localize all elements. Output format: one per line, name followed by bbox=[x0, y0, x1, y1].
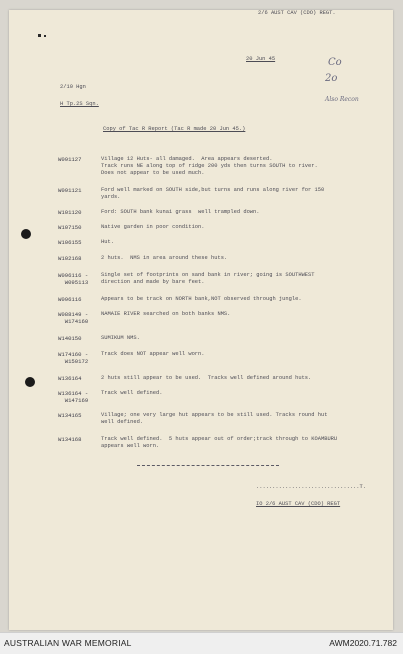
observation-text: Track well defined. bbox=[101, 390, 163, 396]
grid-reference: W136164 bbox=[58, 375, 82, 382]
grid-reference: W091127 bbox=[58, 156, 82, 163]
message-time: 2/10 Hgn bbox=[60, 84, 86, 90]
institution-name: AUSTRALIAN WAR MEMORIAL bbox=[4, 638, 132, 648]
grid-reference: W136164 - W147169 bbox=[58, 390, 89, 404]
staple-mark bbox=[44, 35, 46, 37]
grid-reference: W134168 bbox=[58, 436, 82, 443]
grid-reference: W107150 bbox=[58, 224, 82, 231]
grid-reference: W088149 - W174160 bbox=[58, 311, 89, 325]
punch-hole bbox=[21, 229, 31, 239]
document-page bbox=[9, 10, 393, 630]
observation-text: Ford: SOUTH bank kunai grass well trampled down. bbox=[101, 209, 260, 215]
grid-reference: W134165 bbox=[58, 412, 82, 419]
grid-reference: W140150 bbox=[58, 335, 82, 342]
observation-text: Native garden in poor condition. bbox=[101, 224, 205, 230]
separator-line bbox=[137, 465, 279, 466]
handwritten-note: 2o bbox=[325, 73, 338, 84]
observation-text: Village; one very large hut appears to be still used. Tracks round hut well defined. bbox=[101, 412, 328, 425]
handwritten-note: Also Recon bbox=[325, 96, 359, 103]
observation-text: 2 huts. NMS in area around these huts. bbox=[101, 255, 228, 261]
observation-text: Track does NOT appear well worn. bbox=[101, 351, 205, 357]
grid-reference: W174160 - W150172 bbox=[58, 351, 89, 365]
grid-reference: W106155 bbox=[58, 239, 82, 246]
signature-line: IO 2/6 AUST CAV (CDO) REGT bbox=[256, 501, 341, 507]
handwritten-note: Co bbox=[328, 57, 342, 68]
catalogue-number: AWM2020.71.782 bbox=[329, 638, 397, 648]
report-date: 20 Jun 45 bbox=[246, 56, 276, 62]
unit-header: 2/6 AUST CAV (CDO) REGT. bbox=[258, 10, 336, 16]
observation-text: Ford well marked on SOUTH side,but turns and runs along river for 150 yards. bbox=[101, 187, 325, 200]
grid-reference: W091121 bbox=[58, 187, 82, 194]
grid-reference: W102168 bbox=[58, 255, 82, 262]
observation-text: Hut. bbox=[101, 239, 114, 245]
observation-text: 2 huts still appear to be used. Tracks well defined around huts. bbox=[101, 375, 312, 381]
observation-text: NAMAIE RIVER searched on both banks NMS. bbox=[101, 311, 231, 317]
observation-text: SUMIKUM NMS. bbox=[101, 335, 140, 341]
signature-dots: ................................T. bbox=[256, 484, 366, 490]
observation-text: Track well defined. 5 huts appear out of order;track through to KOAMBURU appears well worn. bbox=[101, 436, 338, 449]
observation-text: Single set of footprints on sand bank in river; going is SOUTHWEST direction and made by bare feet. bbox=[101, 272, 315, 285]
observation-text: Appears to be track on NORTH bank,NOT observed through jungle. bbox=[101, 296, 302, 302]
grid-reference: W101120 bbox=[58, 209, 82, 216]
punch-hole bbox=[25, 377, 35, 387]
addressee: H Tp.2S Sqn. bbox=[60, 101, 99, 107]
staple-mark bbox=[38, 34, 41, 37]
grid-reference: W096116 - W095113 bbox=[58, 272, 89, 286]
grid-reference: W096116 bbox=[58, 296, 82, 303]
footer-bar bbox=[0, 632, 403, 654]
observation-text: Village 12 Huts- all damaged. Area appears deserted. Track runs NE along top of ridge 200 yds then turns SOUTH to river. Does not appear to be used much. bbox=[101, 156, 318, 176]
report-title: Copy of Tac R Report (Tac R made 20 Jun 45.) bbox=[103, 126, 246, 132]
